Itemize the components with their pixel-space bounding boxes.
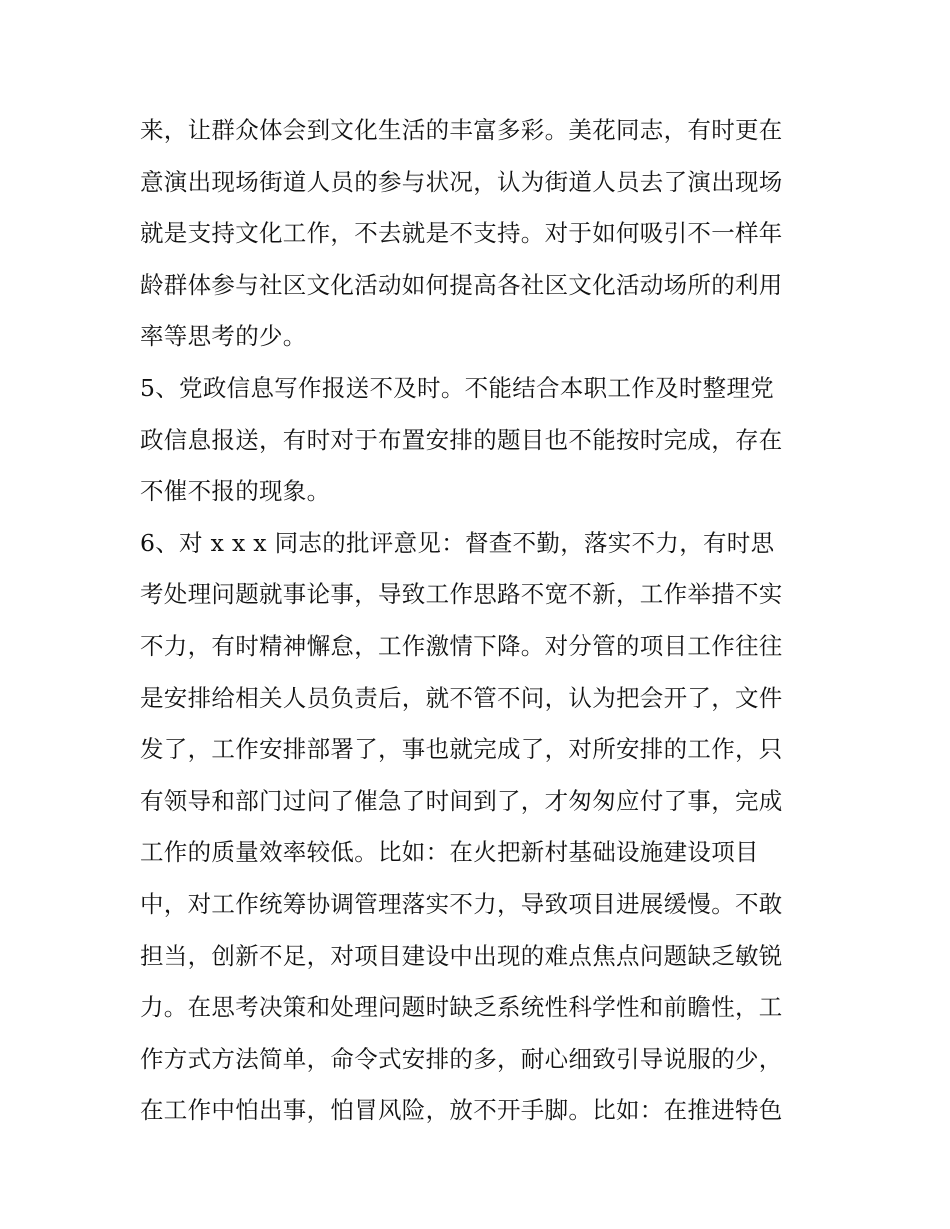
text-line: 率等思考的少。 [140, 322, 307, 351]
text-line: 工作的质量效率较低。比如：在火把新村基础设施建设项目 [140, 838, 759, 867]
text-line: 考处理问题就事论事，导致工作思路不宽不新，工作举措不实 [140, 580, 783, 609]
text-line: 意演出现场街道人员的参与状况，认为街道人员去了演出现场 [140, 167, 783, 196]
text-line: 6、对 x x x 同志的批评意见：督查不勤，落实不力，有时思 [140, 528, 775, 557]
text-line: 发了，工作安排部署了，事也就完成了，对所安排的工作，只 [140, 735, 783, 764]
text-line: 担当，创新不足，对项目建设中出现的难点焦点问题缺乏敏锐 [140, 941, 783, 970]
text-line: 来，让群众体会到文化生活的丰富多彩。美花同志，有时更在 [140, 116, 783, 144]
document-page [140, 105, 820, 1137]
text-line: 作方式方法简单，命令式安排的多，耐心细致引导说服的少， [140, 1044, 783, 1073]
text-line: 不力，有时精神懈怠，工作激情下降。对分管的项目工作往往 [140, 631, 783, 660]
text-line: 就是支持文化工作，不去就是不支持。对于如何吸引不一样年 [140, 219, 783, 248]
text-line: 政信息报送，有时对于布置安排的题目也不能按时完成，存在 [140, 425, 783, 454]
text-line: 中，对工作统筹协调管理落实不力，导致项目进展缓慢。不敢 [140, 889, 783, 918]
text-line: 5、党政信息写作报送不及时。不能结合本职工作及时整理党 [140, 373, 775, 402]
text-line: 力。在思考决策和处理问题时缺乏系统性科学性和前瞻性，工 [140, 993, 783, 1022]
text-line: 在工作中怕出事，怕冒风险，放不开手脚。比如：在推进特色 [140, 1096, 783, 1125]
text-line: 龄群体参与社区文化活动如何提高各社区文化活动场所的利用 [140, 270, 783, 299]
text-line: 不催不报的现象。 [140, 477, 331, 506]
text-line: 有领导和部门过问了催急了时间到了，才匆匆应付了事，完成 [140, 786, 783, 815]
text-line: 是安排给相关人员负责后，就不管不问，认为把会开了，文件 [140, 683, 783, 712]
